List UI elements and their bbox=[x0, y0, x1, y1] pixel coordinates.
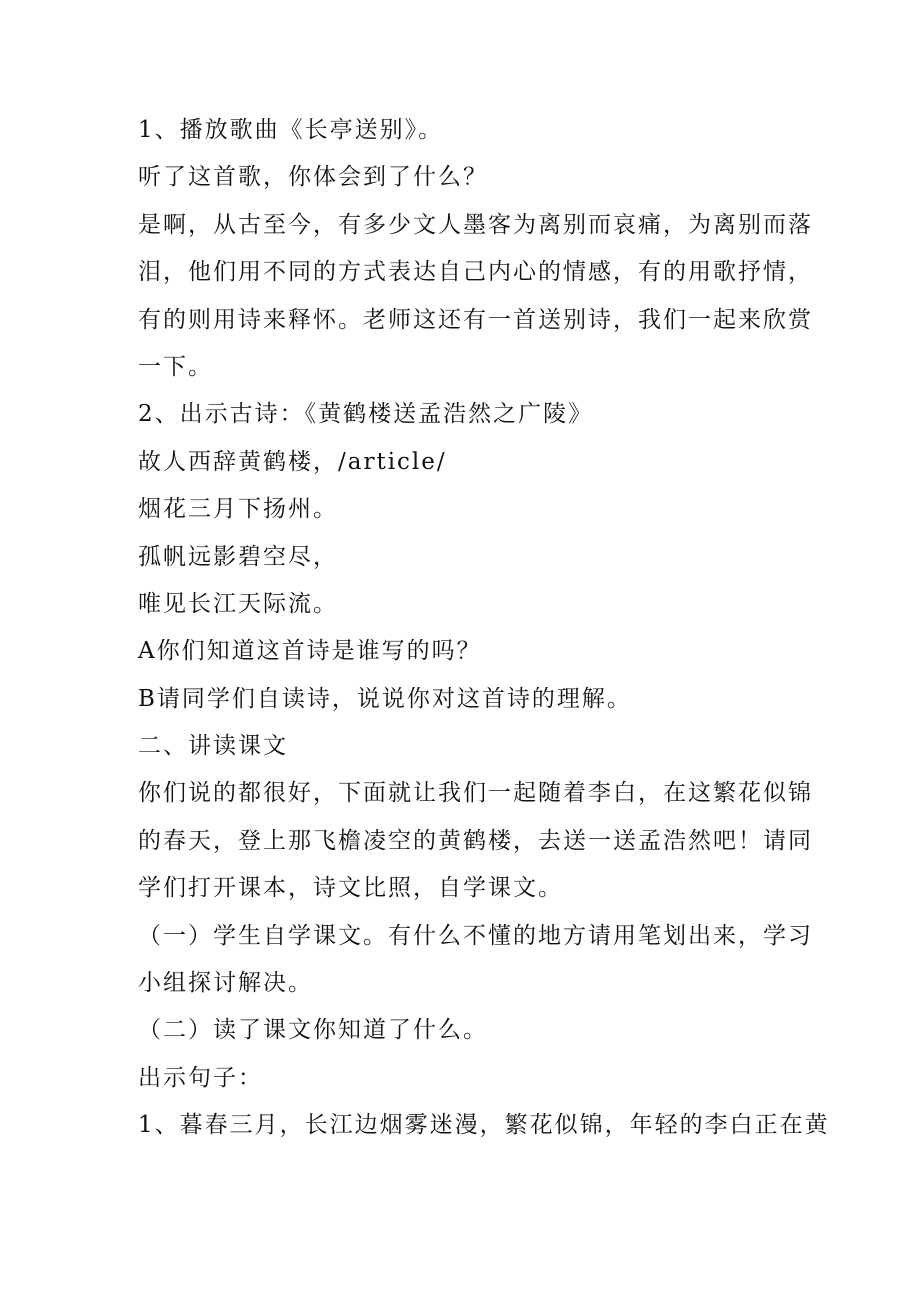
text-line-18: （一）学生自学课文。有什么不懂的地方请用笔划出来，学习 bbox=[138, 922, 813, 949]
poem-line-2: 烟花三月下扬州。 bbox=[138, 496, 338, 523]
text-line-5: 有的则用诗来释怀。老师这还有一首送别诗，我们一起来欣赏 bbox=[138, 306, 813, 333]
text-line-16: 的春天，登上那飞檐凌空的黄鹤楼，去送一送孟浩然吧！请同 bbox=[138, 827, 813, 854]
text-line-6: 一下。 bbox=[138, 353, 213, 380]
question-a: A你们知道这首诗是谁写的吗？ bbox=[138, 638, 482, 665]
document-body bbox=[138, 107, 830, 1150]
text-line-20: （二）读了课文你知道了什么。 bbox=[138, 1017, 488, 1044]
question-b: B请同学们自读诗，说说你对这首诗的理解。 bbox=[138, 685, 632, 712]
text-line-15: 你们说的都很好，下面就让我们一起随着李白，在这繁花似锦 bbox=[138, 780, 813, 807]
text-line-22: 1、暮春三月，长江边烟雾迷漫，繁花似锦，年轻的李白正在黄 bbox=[138, 1112, 830, 1139]
text-line-21: 出示句子： bbox=[138, 1064, 263, 1091]
poem-line-4: 唯见长江天际流。 bbox=[138, 590, 338, 617]
poem-line-3: 孤帆远影碧空尽， bbox=[138, 543, 338, 570]
text-line-17: 学们打开课本，诗文比照，自学课文。 bbox=[138, 875, 563, 902]
section-heading: 二、讲读课文 bbox=[138, 733, 288, 760]
text-line-7: 2、出示古诗：《黄鹤楼送孟浩然之广陵》 bbox=[138, 401, 594, 428]
poem-line-1: 故人西辞黄鹤楼，/article/ bbox=[138, 448, 447, 475]
text-line-2: 听了这首歌，你体会到了什么？ bbox=[138, 164, 488, 191]
text-line-3: 是啊，从古至今，有多少文人墨客为离别而哀痛，为离别而落 bbox=[138, 211, 813, 238]
text-line-1: 1、播放歌曲《长亭送别》。 bbox=[138, 117, 444, 143]
text-line-4: 泪，他们用不同的方式表达自己内心的情感，有的用歌抒情， bbox=[138, 259, 813, 286]
text-line-19: 小组探讨解决。 bbox=[138, 970, 313, 997]
